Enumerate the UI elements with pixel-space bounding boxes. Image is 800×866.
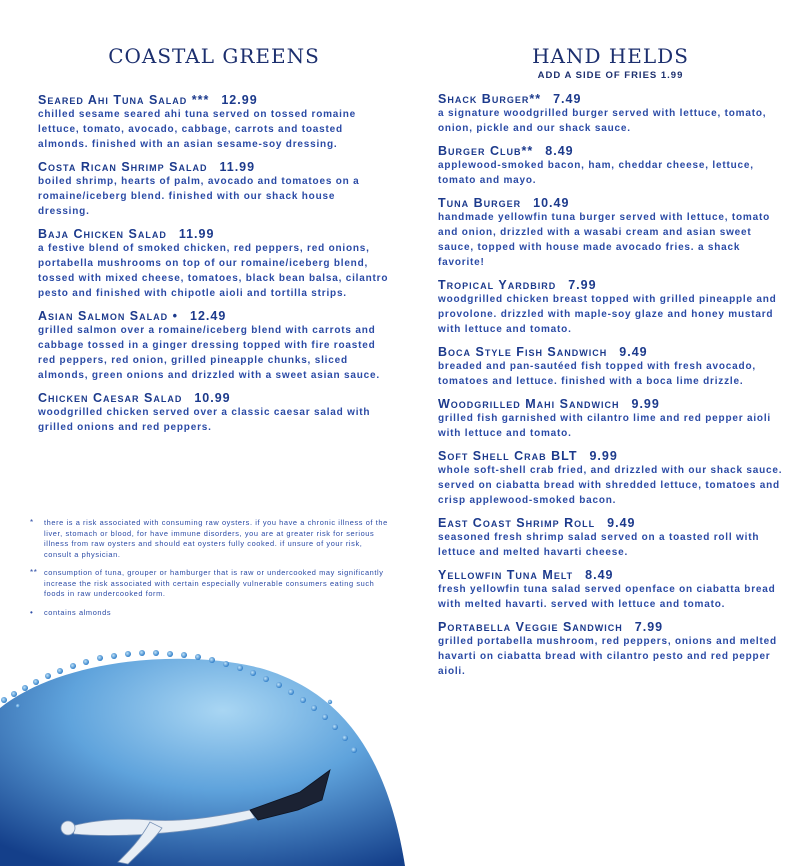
- item-description: grilled fish garnished with cilantro lime and red pepper aioli with lettuce and tomato.: [438, 413, 771, 439]
- hand-helds-title: HAND HELDS: [532, 44, 689, 68]
- menu-item: [438, 397, 783, 441]
- menu-item: [38, 309, 390, 383]
- note-marker: *: [30, 518, 34, 527]
- ocean-diver-image: [0, 650, 420, 866]
- menu-item: [438, 196, 783, 270]
- item-description: handmade yellowfin tuna burger served with lettuce, tomato and onion, drizzled with a wasabi cream and asian sweet sauce, topped with house made avocado fries. a shack favorite!: [438, 212, 770, 268]
- note-marker: •: [30, 607, 34, 617]
- note-undercooked: ** consumption of tuna, grouper or hamburger that is raw or undercooked may significantly increase the risk associated with certain especially vulnerable consumers eating such foods in raw undercooked form.: [30, 568, 384, 598]
- menu-item: [38, 93, 390, 152]
- item-price: 9.99: [589, 449, 618, 463]
- menu-item: [438, 92, 783, 136]
- item-name: Soft Shell Crab BLT: [438, 449, 578, 463]
- note-raw-oysters: * there is a risk associated with consuming raw oysters. if you have a chronic illness of the liver, stomach or blood, for have immune disorders, you are at greater risk for serious illness from raw oysters and should eat oysters fully cooked. if unsure of your risk, consult a physician.: [30, 518, 388, 559]
- item-price: 7.49: [553, 92, 582, 106]
- item-description: woodgrilled chicken served over a classic caesar salad with grilled onions and red peppers.: [38, 407, 371, 433]
- item-name: Costa Rican Shrimp Salad: [38, 160, 208, 174]
- coastal-greens-title: COASTAL GREENS: [108, 44, 320, 68]
- item-name: Tropical Yardbird: [438, 278, 557, 292]
- menu-item: [438, 620, 783, 679]
- item-description: chilled sesame seared ahi tuna served on tossed romaine lettuce, tomato, avocado, cabbage, carrots and toasted almonds. finished with an asian sesame-soy dressing.: [38, 109, 356, 150]
- item-description: a signature woodgrilled burger served with lettuce, tomato, onion, pickle and our shack sauce.: [438, 108, 767, 134]
- fries-side-note: ADD A SIDE OF FRIES 1.99: [537, 70, 684, 81]
- item-description: boiled shrimp, hearts of palm, avocado and tomatoes on a romaine/iceberg blend. finished with our shack house dressing.: [38, 176, 360, 217]
- ocean-shape: [0, 659, 405, 866]
- item-price: 12.99: [221, 93, 258, 107]
- item-name: Chicken Caesar Salad: [38, 391, 183, 405]
- item-name: Yellowfin Tuna Melt: [438, 568, 574, 582]
- item-name: Woodgrilled Mahi Sandwich: [438, 397, 620, 411]
- menu-item: [38, 227, 390, 301]
- menu-item: [438, 144, 783, 188]
- item-price: 10.49: [533, 196, 570, 210]
- item-description: a festive blend of smoked chicken, red peppers, red onions, portabella mushrooms on top of our romaine/iceberg blend, tossed with mixed cheese, tomatoes, black bean balsa, cilantro pesto and finished with chipotle aioli and tortilla strips.: [38, 243, 389, 299]
- coastal-greens-list: [38, 93, 390, 443]
- item-description: breaded and pan-sautéed fish topped with fresh avocado, tomatoes and lettuce. finished with a boca lime drizzle.: [438, 361, 756, 387]
- allergen-notes: [30, 518, 388, 626]
- menu-item: [438, 516, 783, 560]
- item-description: grilled salmon over a romaine/iceberg blend with carrots and cabbage tossed in a ginger dressing topped with fire roasted red peppers, red onion, grilled pineapple chunks, sliced almonds, green onions and drizzled with a sweet asian sauce.: [38, 325, 380, 381]
- item-name: Shack Burger**: [438, 92, 542, 106]
- menu-item: [38, 391, 390, 435]
- item-price: 9.49: [619, 345, 648, 359]
- note-almonds: • contains almonds: [30, 607, 112, 617]
- item-description: applewood-smoked bacon, ham, cheddar cheese, lettuce, tomato and mayo.: [438, 160, 754, 186]
- item-name: Seared Ahi Tuna Salad ***: [38, 93, 210, 107]
- item-description: whole soft-shell crab fried, and drizzled with our shack sauce. served on ciabatta bread with shredded lettuce, tomatoes and crisp applewood-smoked bacon.: [438, 465, 783, 506]
- item-description: woodgrilled chicken breast topped with grilled pineapple and provolone. drizzled with maple-soy glaze and honey mustard with lettuce and tomato.: [438, 294, 777, 335]
- item-name: Asian Salmon Salad •: [38, 309, 178, 323]
- item-name: Baja Chicken Salad: [38, 227, 167, 241]
- item-description: seasoned fresh shrimp salad served on a toasted roll with lettuce and melted havarti cheese.: [438, 532, 760, 558]
- menu-item: [438, 568, 783, 612]
- item-name: Tuna Burger: [438, 196, 522, 210]
- ocean-illustration: [0, 650, 420, 866]
- hand-helds-list: [438, 92, 783, 687]
- item-price: 8.49: [545, 144, 574, 158]
- menu-item: [438, 449, 783, 508]
- item-name: Burger Club**: [438, 144, 534, 158]
- menu-item: [438, 278, 783, 337]
- item-name: Portabella Veggie Sandwich: [438, 620, 623, 634]
- item-price: 9.49: [607, 516, 636, 530]
- menu-item: [38, 160, 390, 219]
- menu-item: [438, 345, 783, 389]
- item-price: 10.99: [194, 391, 231, 405]
- item-description: fresh yellowfin tuna salad served openface on ciabatta bread with melted havarti. served with lettuce and tomato.: [438, 584, 776, 610]
- item-description: grilled portabella mushroom, red peppers, onions and melted havarti on ciabatta bread with cilantro pesto and red pepper aioli.: [438, 636, 777, 677]
- item-price: 11.99: [178, 227, 215, 241]
- item-price: 8.49: [585, 568, 614, 582]
- item-price: 12.49: [190, 309, 227, 323]
- item-price: 9.99: [631, 397, 660, 411]
- item-price: 7.99: [634, 620, 664, 634]
- note-marker: **: [30, 568, 38, 577]
- item-price: 7.99: [568, 278, 597, 292]
- item-price: 11.99: [219, 160, 256, 174]
- item-name: Boca Style Fish Sandwich: [438, 345, 608, 359]
- item-name: East Coast Shrimp Roll: [438, 516, 596, 530]
